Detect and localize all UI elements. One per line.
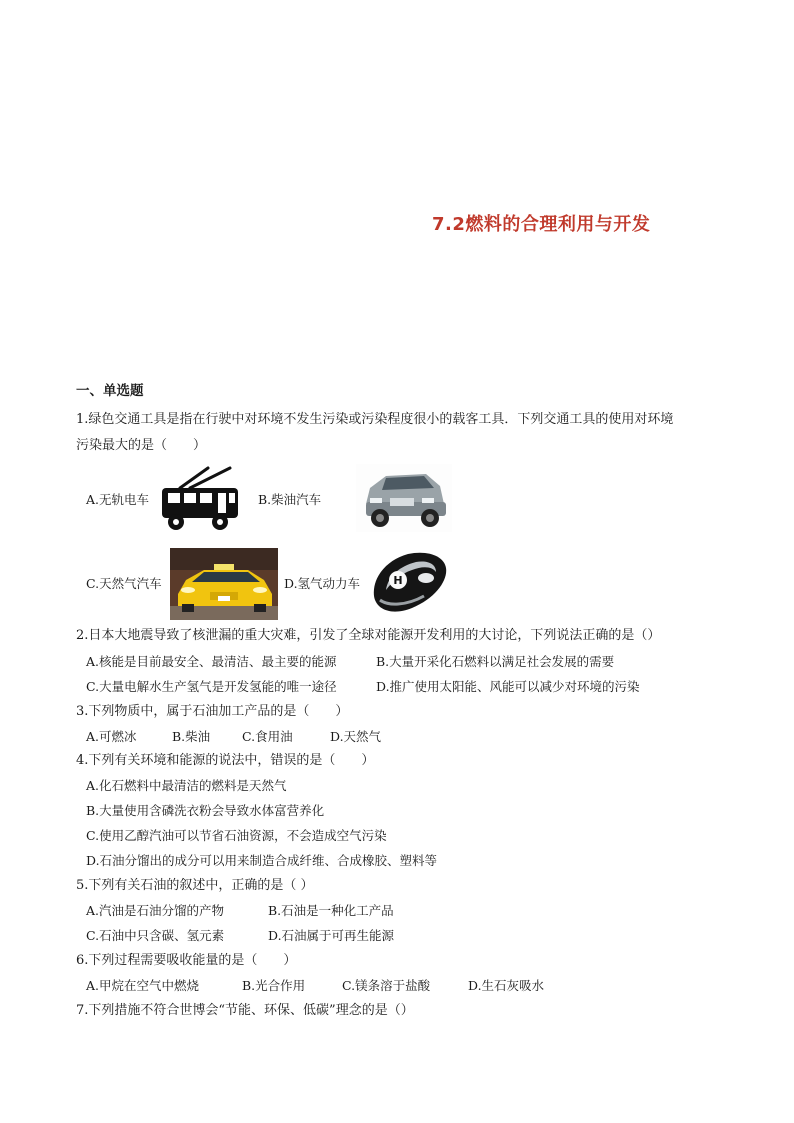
section-heading: 一、单选题: [76, 383, 144, 399]
q1-option-d: D.氢气动力车: [284, 576, 361, 591]
q4-option-c: C.使用乙醇汽油可以节省石油资源，不会造成空气污染: [86, 828, 387, 843]
q3-option-d: D.天然气: [330, 729, 382, 744]
q2-option-c: C.大量电解水生产氢气是开发氢能的唯一途径: [86, 679, 337, 694]
q1-option-c: C.天然气汽车: [86, 576, 162, 591]
q1-stem-line2: 污染最大的是（ ）: [76, 438, 207, 453]
q2-option-a: A.核能是目前最安全、最清洁、最主要的能源: [86, 654, 337, 669]
q1-option-b: B.柴油汽车: [258, 492, 322, 507]
q2-option-d: D.推广使用太阳能、风能可以减少对环境的污染: [376, 679, 640, 694]
q4-option-a: A.化石燃料中最清洁的燃料是天然气: [86, 778, 287, 793]
q4-option-b: B.大量使用含磷洗衣粉会导致水体富营养化: [86, 803, 325, 818]
page-title: 7.2燃料的合理利用与开发: [432, 214, 651, 235]
q6-stem: 6.下列过程需要吸收能量的是（ ）: [76, 953, 297, 968]
q5-stem: 5.下列有关石油的叙述中，正确的是（ ）: [76, 878, 314, 893]
suv-photo: [356, 464, 452, 532]
q1-stem-line1: 1.绿色交通工具是指在行驶中对环境不发生污染或污染程度很小的载客工具．下列交通工具的使用对环境: [76, 412, 674, 427]
q3-option-b: B.柴油: [172, 729, 211, 744]
q3-option-c: C.食用油: [242, 729, 293, 744]
taxi-photo: [170, 548, 278, 620]
svg-text:H: H: [393, 574, 403, 587]
q5-option-d: D.石油属于可再生能源: [268, 928, 395, 943]
q6-option-b: B.光合作用: [242, 978, 306, 993]
q4-option-d: D.石油分馏出的成分可以用来制造合成纤维、合成橡胶、塑料等: [86, 853, 438, 868]
q5-option-c: C.石油中只含碳、氢元素: [86, 928, 225, 943]
q7-stem: 7.下列措施不符合世博会“节能、环保、低碳”理念的是（）: [76, 1003, 414, 1018]
q3-stem: 3.下列物质中，属于石油加工产品的是（ ）: [76, 704, 349, 719]
q4-stem: 4.下列有关环境和能源的说法中，错误的是（ ）: [76, 753, 375, 768]
q2-stem: 2.日本大地震导致了核泄漏的重大灾难，引发了全球对能源开发利用的大讨论，下列说法正确的是（）: [76, 628, 661, 643]
trolleybus-icon: [158, 466, 242, 532]
q3-option-a: A.可燃冰: [86, 729, 137, 744]
q6-option-d: D.生石灰吸水: [468, 978, 545, 993]
hydrogen-car-photo: [366, 544, 450, 618]
q2-option-b: B.大量开采化石燃料以满足社会发展的需要: [376, 654, 615, 669]
q5-option-a: A.汽油是石油分馏的产物: [86, 903, 225, 918]
q5-option-b: B.石油是一种化工产品: [268, 903, 394, 918]
q1-option-a: A.无轨电车: [86, 492, 150, 507]
q6-option-c: C.镁条溶于盐酸: [342, 978, 431, 993]
q6-option-a: A.甲烷在空气中燃烧: [86, 978, 200, 993]
